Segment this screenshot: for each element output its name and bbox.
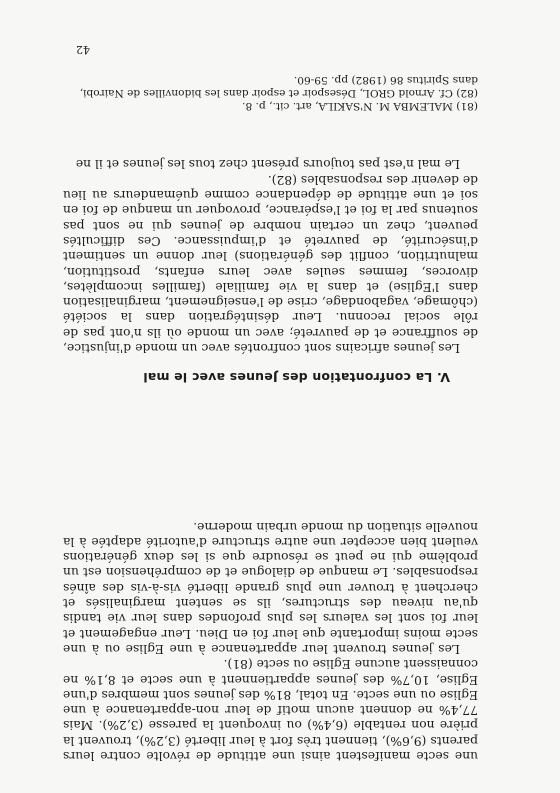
footnote-81	[63, 99, 478, 112]
section-heading: V. La confrontation des Jeunes avec le mal	[143, 370, 450, 385]
paragraph: Les jeunes trouvent leur appartenance à une Eglise ou à une secte moins importante que leur foi en Dieu. Leur engagement et leur foi sont les valeurs les plus profondes dans leur vie tandis qu'au niveau des structures, ils se sentent marginalisés et cherchent à trouver une plus grande liberté vis-à-vis des aînés responsables. Le manque de dialogue et de compréhension est un problème qui ne peut se résoudre que si les deux générations veulent bien accepter une autre structure d'autorité adaptée à la nouvelle situation du monde urbain moderne.	[63, 519, 478, 656]
page-number: 42	[76, 43, 90, 56]
body-text-top	[63, 518, 478, 763]
paragraph: Les jeunes africains sont confrontés avec un monde d'injustice, de souffrance et de pauvreté; avec un monde où ils n'ont pas de rôle social reconnu. Leur désintégration dans la société (chômage, vagabondage, crise de l'enseignement, marginalisation dans l'Eglise) et dans la vie familiale (familles incomplètes, divorces, femmes seules avec leurs enfants, prostitution, malnutrition, conflit des générations) leur donne un sentiment d'insécurité, de pauvreté et d'impuissance. Ces difficultés peuvent, chez un certain nombre de jeunes qui ne sont pas soutenus par la foi et l'espérance, provoquer un manque de foi en soi et une attitude de dépendance comme quémandeurs au lieu de devenir des responsables (82).	[63, 172, 478, 355]
footnotes	[63, 73, 478, 112]
footnote-82	[63, 73, 478, 99]
footnote-number: (82)	[456, 87, 478, 99]
paragraph-continuation: une secte manifestent ainsi une attitude de révolte contre leurs parents (9,6%), tiennent très fort à leur liberté (3,2%), trouvent la prière non rentable (6,4%) ou invoquent la paresse (3,2%). Mais 77,4% ne donnent aucun motif de leur non-appartenance à une Eglise ou une secte. En total, 81% des jeunes sont membres d'une Eglise, 10,7% des jeunes appartiennent à une secte et 8,1% ne connaissent aucune Eglise ou secte (81).	[63, 657, 478, 763]
body-text-bottom	[63, 156, 478, 355]
paragraph: Le mal n'est pas toujours présent chez tous les jeunes et il ne	[75, 157, 460, 172]
footnote-text: MALEMBA M. N'SAKILA, art. cit., p. 8.	[242, 100, 453, 112]
footnote-text: Cf. Arnold GROL, Désespoir et espoir dans les bidonvilles de Nairobi, dans Spiritus 86 (1982) pp. 59-60.	[79, 74, 478, 99]
footnote-number: (81)	[456, 100, 478, 112]
